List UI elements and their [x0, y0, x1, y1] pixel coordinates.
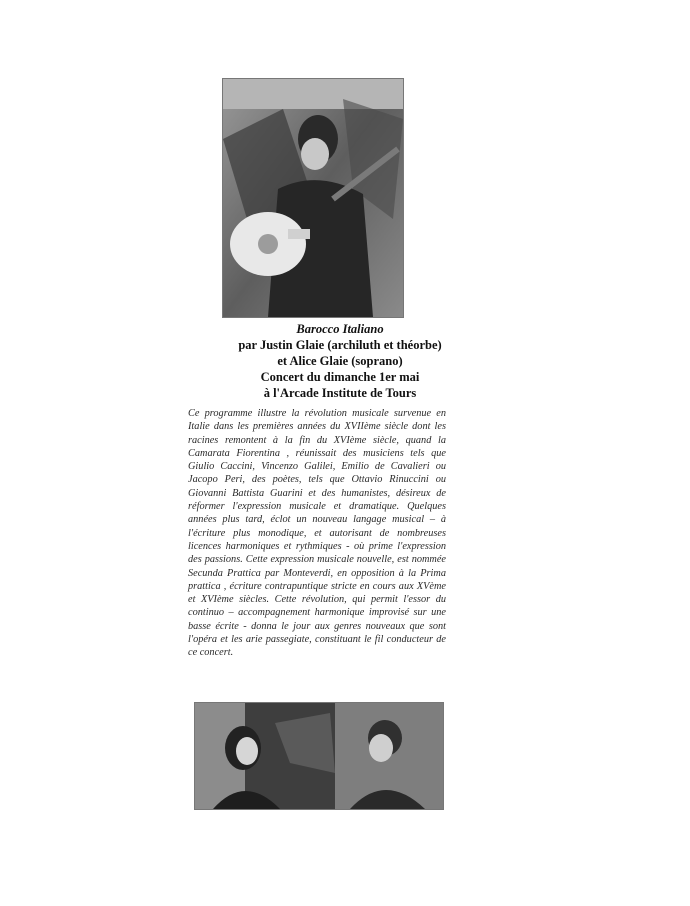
program-description: Ce programme illustre la révolution musicale survenue en Italie dans les premières années du XVIIème siècle dont les racines remontent à la fin du XVIème siècle, quand la Camarata Fiorentina , réunissait des musiciens tels que Giulio Caccini, Vincenzo Galilei, Emilio de Cavalieri ou Jacopo Peri, des poètes, tels que Ottavio Rinuccini ou Giovanni Battista Guarini et des humanistes, désireux de réformer l'expression musicale et dramatique. Quelques années plus tard, éclot un nouveau langage musical – à l'écriture plus monodique, et autorisant de nombreuses licences harmoniques et rythmiques - où prime l'expression des passions. Cette expression musicale nouvelle, est nommée Secunda Prattica par Monteverdi, en opposition à la Prima prattica , écriture contrapuntique stricte en cours aux XVème et XVIème siècles. Cette révolution, qui permit l'essor du continuo – accompagnement harmonique improvisé sur une basse écrite - donna le jour aux genres nouveaux que sont l'opéra et les arie passegiate, constituant le fil conducteur de ce concert.: [188, 408, 446, 659]
concert-venue: à l'Arcade Institute de Tours: [263, 386, 417, 400]
performer-line-2: et Alice Glaie (soprano): [277, 354, 403, 368]
duo-photo: [194, 702, 444, 810]
program-title: Barocco Italiano: [296, 322, 384, 336]
concert-title-block: [150, 321, 530, 401]
concert-date: Concert du dimanche 1er mai: [260, 370, 420, 384]
musician-photo: [222, 78, 404, 318]
performer-line: par Justin Glaie (archiluth et théorbe): [238, 338, 442, 352]
